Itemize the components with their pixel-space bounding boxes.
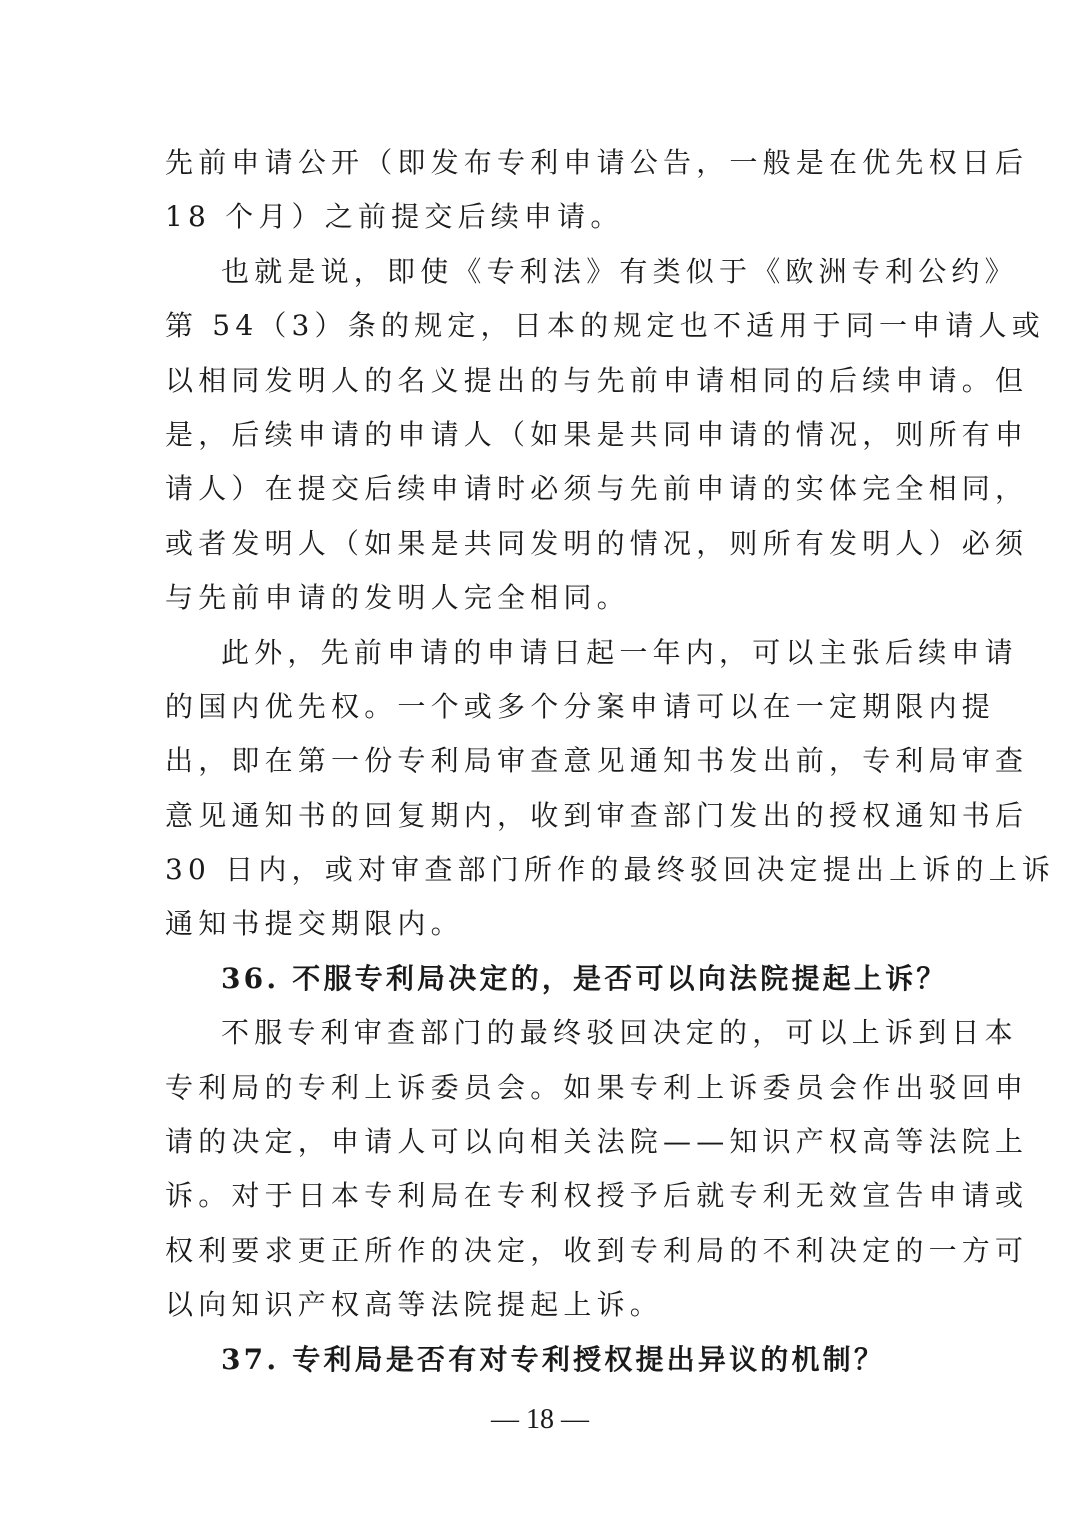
text-line: 或者发明人（如果是共同发明的情况，则所有发明人）必须 <box>165 526 1029 560</box>
text-line: 是，后续申请的申请人（如果是共同申请的情况，则所有申 <box>165 417 1029 451</box>
text-line: 出，即在第一份专利局审查意见通知书发出前，专利局审查 <box>165 744 1029 778</box>
text-line: 权利要求更正所作的决定，收到专利局的不利决定的一方可 <box>165 1233 1029 1267</box>
paragraph-start-line: 不服专利审查部门的最终驳回决定的，可以上诉到日本 <box>221 1016 1018 1050</box>
text-line: 18 个月）之前提交后续申请。 <box>165 200 624 234</box>
page-number: — 18 — <box>491 1404 589 1435</box>
text-line: 先前申请公开（即发布专利申请公告，一般是在优先权日后 <box>165 146 1029 179</box>
paragraph-start-line: 此外，先前申请的申请日起一年内，可以主张后续申请 <box>221 635 1018 669</box>
text-line: 的国内优先权。一个或多个分案申请可以在一定期限内提 <box>165 689 996 723</box>
text-line: 专利局的专利上诉委员会。如果专利上诉委员会作出驳回申 <box>165 1070 1029 1104</box>
document-body <box>165 136 1056 1387</box>
section-heading-37: 37. 专利局是否有对专利授权提出异议的机制？ <box>221 1342 886 1376</box>
text-line: 通知书提交期限内。 <box>165 907 464 941</box>
text-line: 请的决定，申请人可以向相关法院——知识产权高等法院上 <box>165 1125 1029 1159</box>
text-line: 意见通知书的回复期内，收到审查部门发出的授权通知书后 <box>165 798 1029 832</box>
text-line: 与先前申请的发明人完全相同。 <box>165 581 630 615</box>
text-line: 以向知识产权高等法院提起上诉。 <box>165 1288 664 1322</box>
text-line: 30 日内，或对审查部门所作的最终驳回决定提出上诉的上诉 <box>165 853 1056 887</box>
text-line: 诉。对于日本专利局在专利权授予后就专利无效宣告申请或 <box>165 1179 1029 1213</box>
paragraph-start-line: 也就是说，即使《专利法》有类似于《欧洲专利公约》 <box>221 254 1018 288</box>
text-line: 以相同发明人的名义提出的与先前申请相同的后续申请。但 <box>165 363 1029 397</box>
text-line: 请人）在提交后续申请时必须与先前申请的实体完全相同， <box>165 472 1029 506</box>
text-line: 第 54（3）条的规定，日本的规定也不适用于同一申请人或 <box>165 309 1045 343</box>
section-heading-36: 36. 不服专利局决定的，是否可以向法院提起上诉？ <box>221 961 948 995</box>
